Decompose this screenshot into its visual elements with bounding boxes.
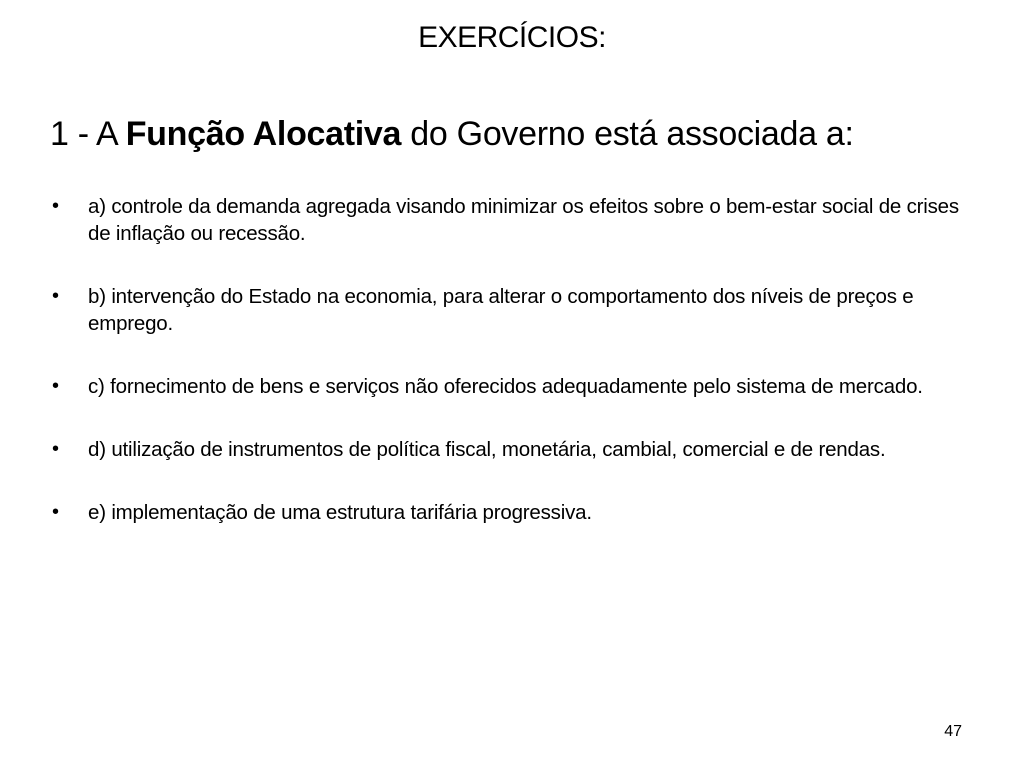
question-text: [50, 112, 990, 156]
option-d: [50, 436, 970, 463]
bullet-icon: •: [52, 438, 59, 460]
option-e: [50, 499, 970, 526]
bullet-icon: •: [52, 285, 59, 307]
bullet-icon: •: [52, 375, 59, 397]
slide-title: EXERCÍCIOS:: [418, 21, 606, 54]
option-text: d) utilização de instrumentos de política fiscal, monetária, cambial, comercial e de rendas.: [88, 438, 886, 461]
options-list: [50, 193, 970, 562]
bullet-icon: •: [52, 501, 59, 523]
question-bold-term: Função Alocativa: [125, 115, 402, 153]
question-prefix: 1 - A: [50, 115, 126, 153]
question-suffix: do Governo está associada a:: [401, 115, 854, 153]
option-text: e) implementação de uma estrutura tarifária progressiva.: [88, 501, 592, 524]
option-c: [50, 373, 970, 400]
bullet-icon: •: [52, 195, 59, 217]
option-text: b) intervenção do Estado na economia, para alterar o comportamento dos níveis de preços e emprego.: [88, 285, 914, 335]
option-a: [50, 193, 970, 247]
page-number: 47: [944, 723, 962, 740]
option-text: a) controle da demanda agregada visando minimizar os efeitos sobre o bem-estar social de crises de inflação ou recessão.: [88, 195, 959, 245]
option-text: c) fornecimento de bens e serviços não oferecidos adequadamente pelo sistema de mercado.: [88, 375, 923, 398]
option-b: [50, 283, 970, 337]
